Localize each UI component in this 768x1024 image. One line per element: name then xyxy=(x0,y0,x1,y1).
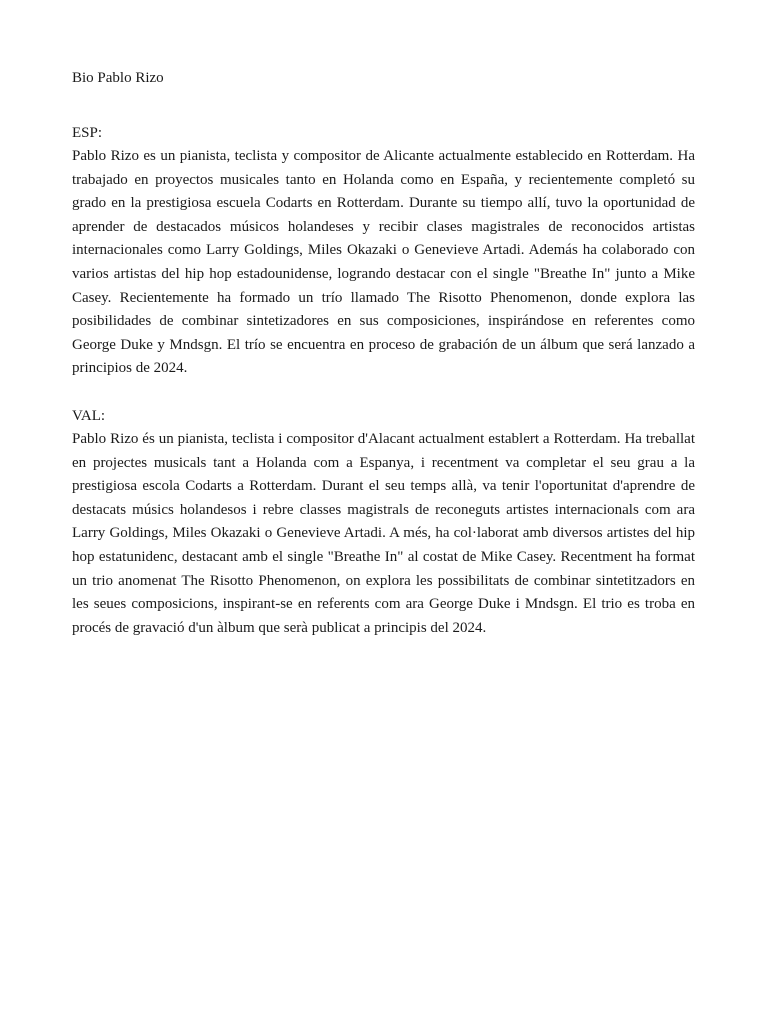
section-text-esp: Pablo Rizo es un pianista, teclista y compositor de Alicante actualmente establecido en Rotterdam. Ha trabajado en proyectos musicales tanto en Holanda como en España, y recientemente completó su grado en la prestigiosa escuela Codarts en Rotterdam. Durante su tiempo allí, tuvo la oportunidad de aprender de destacados músicos holandeses y recibir clases magistrales de reconocidos artistas internacionales como Larry Goldings, Miles Okazaki o Genevieve Artadi. Además ha colaborado con varios artistas del hip hop estadounidense, logrando destacar con el single "Breathe In" junto a Mike Casey. Recientemente ha formado un trío llamado The Risotto Phenomenon, donde explora las posibilidades de combinar sintetizadores en sus composiciones, inspirándose en referentes como George Duke y Mndsgn. El trío se encuentra en proceso de grabación de un álbum que será lanzado a principios de 2024. xyxy=(72,148,695,377)
section-label-val: VAL: xyxy=(72,407,106,424)
section-text-val: Pablo Rizo és un pianista, teclista i compositor d'Alacant actualment establert a Rotterdam. Ha treballat en projectes musicals tant a Holanda com a Espanya, i recentment va completar el seu grau a la prestigiosa escola Codarts a Rotterdam. Durant el seu temps allà, va tenir l'oportunitat d'aprendre de destacats músics holandesos i rebre classes magistrals de reconeguts artistes internacionals com ara Larry Goldings, Miles Okazaki o Genevieve Artadi. A més, ha col·laborat amb diversos artistes del hip hop estatunidenc, destacant amb el single "Breathe In" al costat de Mike Casey. Recentment ha format un trio anomenat The Risotto Phenomenon, on explora les possibilitats de combinar sintetitzadors en les seues composicions, inspirant-se en referents com ara George Duke i Mndsgn. El trio es troba en procés de gravació d'un àlbum que serà publicat a principis del 2024. xyxy=(72,430,695,636)
section-esp xyxy=(72,121,695,381)
document-page xyxy=(72,66,695,640)
section-val xyxy=(72,404,695,640)
document-title: Bio Pablo Rizo xyxy=(72,70,164,86)
section-label-esp: ESP: xyxy=(72,125,103,141)
